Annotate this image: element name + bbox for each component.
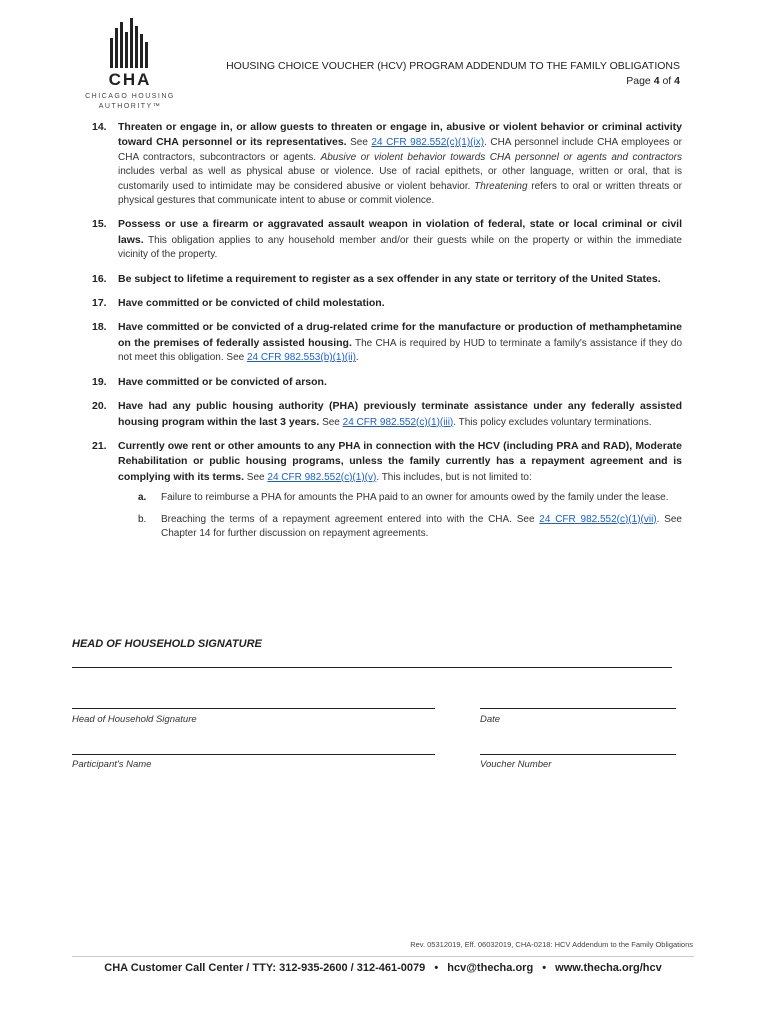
item-text: See xyxy=(319,416,343,428)
obligation-item-15 xyxy=(92,217,682,262)
logo-subtitle-line2: AUTHORITY™ xyxy=(98,103,162,110)
item-heading: Threaten or engage in, or allow guests to threaten or engage in, abusive or violent behavior or criminal activity toward CHA personnel or its representatives. xyxy=(118,121,682,149)
page-number: 4 xyxy=(653,75,660,87)
item-heading: Have committed or be convicted of a drug-related crime for the manufacture or production of methamphetamine on the premises of federally assisted housing. xyxy=(118,321,682,349)
date-line[interactable] xyxy=(480,708,676,709)
item-number: 15. xyxy=(92,218,107,231)
obligation-item-20 xyxy=(92,399,682,430)
item-text: . xyxy=(355,352,359,364)
sub-item-a xyxy=(138,491,682,505)
page-indicator xyxy=(560,75,680,87)
obligation-item-18 xyxy=(92,320,682,365)
cfr-link[interactable]: 24 CFR 982.552(c)(1)(vii) xyxy=(539,513,657,525)
page-total: 4 xyxy=(674,75,680,87)
website-link[interactable]: www.thecha.org/hcv xyxy=(555,962,662,974)
item-number: 16. xyxy=(92,272,107,285)
sub-item-letter: b. xyxy=(138,513,147,525)
obligation-item-19 xyxy=(92,375,682,390)
voucher-number-line[interactable] xyxy=(480,754,676,755)
obligation-item-17 xyxy=(92,296,682,311)
participant-name-line[interactable] xyxy=(72,754,435,755)
item-number: 17. xyxy=(92,297,107,310)
obligation-item-21 xyxy=(92,439,682,541)
footer-contact xyxy=(72,962,694,974)
item-text: The CHA is required by HUD to terminate a family's assistance if they do not meet this obligation. See xyxy=(118,337,683,364)
obligation-item-14 xyxy=(92,120,682,208)
cfr-link[interactable]: 24 CFR 982.553(b)(1)(ii) xyxy=(246,352,356,364)
obligation-item-16 xyxy=(92,272,682,287)
item-heading: Be subject to lifetime a requirement to register as a sex offender in any state or territory of the United States. xyxy=(118,272,661,285)
item-heading: Have committed or be convicted of arson. xyxy=(118,375,327,388)
item-text: . This policy excludes voluntary terminations. xyxy=(453,416,652,428)
item-number: 19. xyxy=(92,375,107,388)
hoh-signature-line[interactable] xyxy=(72,708,435,709)
item-number: 21. xyxy=(92,439,107,452)
hoh-signature-label: Head of Household Signature xyxy=(72,714,197,725)
participant-name-label: Participant's Name xyxy=(72,759,152,770)
skyline-logo-icon xyxy=(108,16,152,68)
sub-item-text: Breaching the terms of a repayment agreement entered into with the CHA. See xyxy=(161,513,540,525)
item-heading: Currently owe rent or other amounts to any PHA in connection with the HCV (including PRA and RAD), Moderate Rehabilitation or public housing programs, unless the family currently has a repayment agreement and is complying with its terms. xyxy=(118,439,682,483)
item-text: . CHA personnel include CHA employees or CHA contractors, subcontractors or agents. xyxy=(118,137,682,163)
item-heading: Have committed or be convicted of child molestation. xyxy=(118,297,385,310)
item-text: . This includes, but is not limited to: xyxy=(376,471,532,483)
footer-divider xyxy=(72,956,694,957)
item-heading: Have had any public housing authority (PHA) previously terminate assistance under any federally assisted housing program within the last 3 years. xyxy=(118,400,682,428)
voucher-number-label: Voucher Number xyxy=(480,759,552,770)
item-number: 20. xyxy=(92,400,107,413)
sub-list xyxy=(118,491,682,541)
cfr-link[interactable]: 24 CFR 982.552(c)(1)(v) xyxy=(267,471,377,483)
item-number: 18. xyxy=(92,321,107,334)
date-label: Date xyxy=(480,714,501,725)
cha-logo xyxy=(80,16,180,112)
call-center-text: CHA Customer Call Center / TTY: 312-935-2600 / 312-461-0079 xyxy=(104,962,426,974)
item-number: 14. xyxy=(92,121,107,133)
item-text: refers to oral or written threats or physical gestures that communicate intent to abuse or commit violence. xyxy=(118,180,682,207)
page-of: of xyxy=(662,75,672,87)
logo-name: CHA xyxy=(108,70,152,89)
logo-subtitle xyxy=(80,92,180,112)
document-title: HOUSING CHOICE VOUCHER (HCV) PROGRAM ADDENDUM TO THE FAMILY OBLIGATIONS xyxy=(226,60,680,72)
heading-rule xyxy=(72,667,672,668)
item-text: See xyxy=(346,137,372,149)
email-link[interactable]: hcv@thecha.org xyxy=(447,962,534,974)
bullet-separator: • xyxy=(542,962,547,974)
bullet-separator: • xyxy=(434,962,439,974)
item-heading: Possess or use a firearm or aggravated assault weapon in violation of federal, state or local criminal or civil laws. xyxy=(118,218,682,246)
cfr-link[interactable]: 24 CFR 982.552(c)(1)(ix) xyxy=(371,137,485,149)
logo-subtitle-line1: CHICAGO HOUSING xyxy=(85,93,175,100)
sub-item-letter: a. xyxy=(138,492,147,504)
sub-item-text: Failure to reimburse a PHA for amounts the PHA paid to an owner for amounts owed by the family under the lease. xyxy=(161,492,669,504)
page-label: Page xyxy=(626,75,651,87)
item-text: This obligation applies to any household member and/or their guests while on the property or within the immediate vicinity of the property. xyxy=(118,234,682,261)
item-italic: Abusive or violent behavior towards CHA personnel or agents and contractors xyxy=(320,151,682,163)
signature-heading: HEAD OF HOUSEHOLD SIGNATURE xyxy=(72,638,262,650)
sub-item-b xyxy=(138,513,682,542)
item-italic: Threatening xyxy=(474,180,528,192)
obligations-list xyxy=(92,120,682,550)
sub-item-text: . See Chapter 14 for further discussion on repayment agreements. xyxy=(161,513,682,539)
item-text: See xyxy=(244,471,268,483)
revision-note: Rev. 05312019, Eff. 06032019, CHA-0218: HCV Addendum to the Family Obligations xyxy=(410,940,693,949)
item-text: includes verbal as well as physical abuse or violence. Use of racial epithets, or other language, written or oral, that is customarily used to intimidate may be considered abusive or violent behavior. xyxy=(118,166,682,192)
cfr-link[interactable]: 24 CFR 982.552(c)(1)(iii) xyxy=(342,416,454,428)
